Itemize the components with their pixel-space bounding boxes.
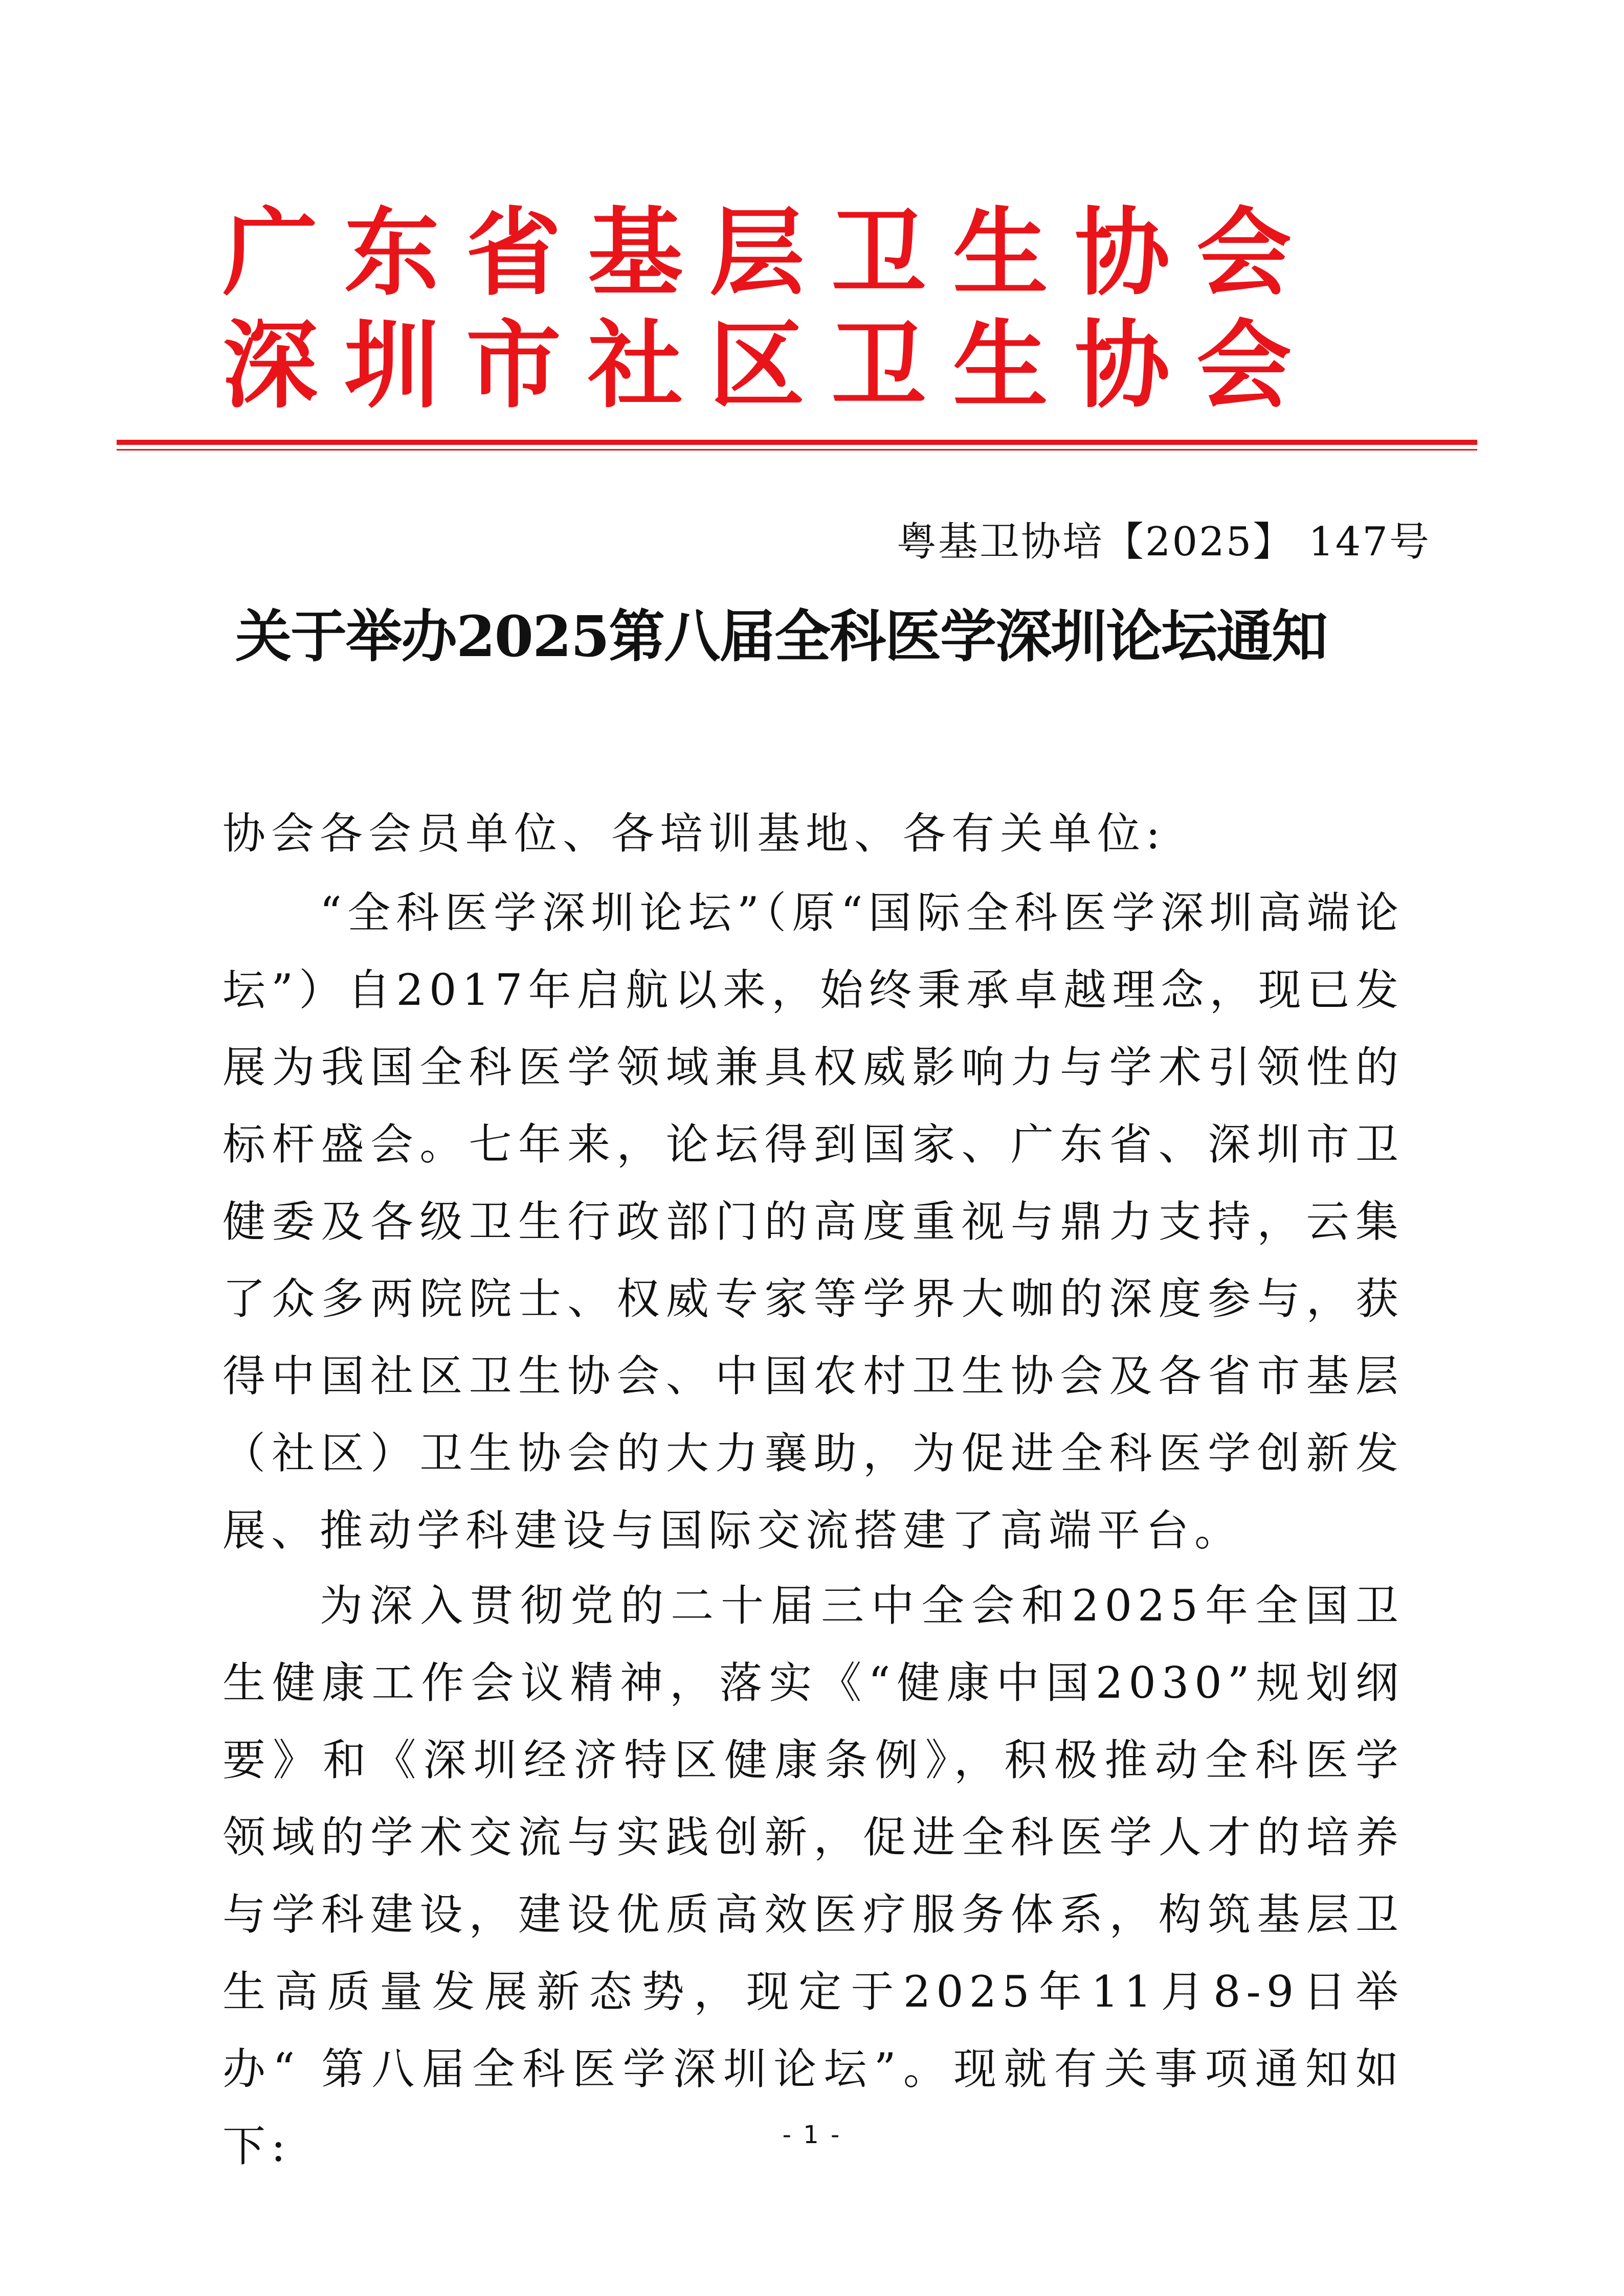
issuing-org-2: 深圳市社区卫生协会 [223, 310, 1319, 421]
salutation: 协会各会员单位、各培训基地、各有关单位: [223, 808, 1166, 859]
body-paragraph-1: “全科医学深圳论坛”（原“国际全科医学深圳高端论坛”）自2017年启航以来，始终秉承卓越理念，现已发展为我国全科医学领域兼具权威影响力与学术引领性的标杆盛会。七年来，论坛得到国家、广东省、深圳市卫健委及各级卫生行政部门的高度重视与鼎力支持，云集了众多两院院士、权威专家等学界大咖的深度参与，获得中国社区卫生协会、中国农村卫生协会及各省市基层（社区）卫生协会的大力襄助，为促进全科医学创新发展、推动学科建设与国际交流搭建了高端平台。 [223, 888, 1404, 1556]
red-header-rule [117, 440, 1477, 445]
issuing-org-1: 广东省基层卫生协会 [223, 197, 1319, 308]
red-header-rule-thin [117, 449, 1477, 451]
body-paragraph-2: 为深入贯彻党的二十届三中全会和2025年全国卫生健康工作会议精神，落实《“健康中国2030”规划纲要》和《深圳经济特区健康条例》，积极推动全科医学领域的学术交流与实践创新，促进全科医学人才的培养与学科建设，建设优质高效医疗服务体系，构筑基层卫生高质量发展新态势，现定于2025年11月8-9日举办“ 第八届全科医学深圳论坛”。现就有关事项通知如下: [223, 1581, 1404, 2171]
document-title: 关于举办2025第八届全科医学深圳论坛通知 [235, 603, 1327, 669]
document-number: 粤基卫协培【2025】 147号 [896, 519, 1431, 565]
page-number: - 1 - [782, 2121, 842, 2149]
